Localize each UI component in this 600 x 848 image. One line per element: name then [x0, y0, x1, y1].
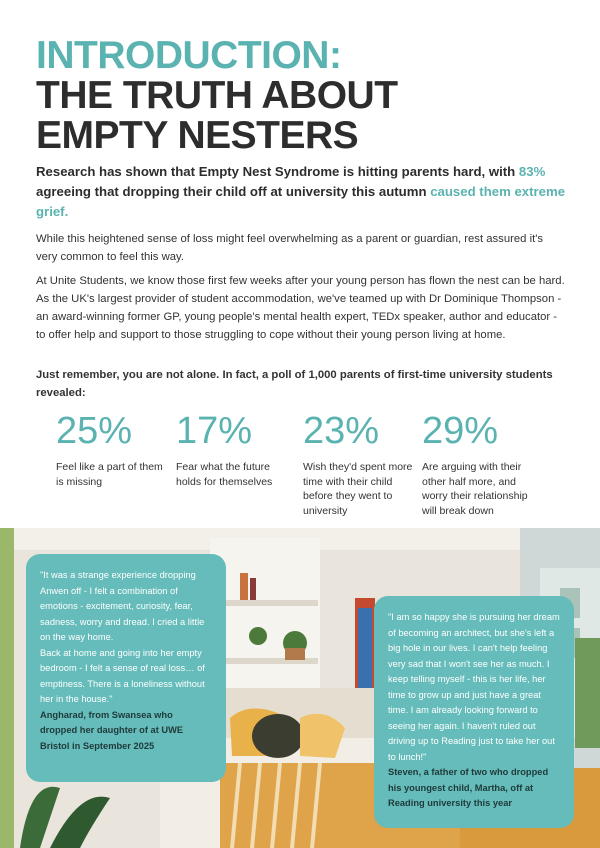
quote-card-steven: [374, 596, 574, 828]
intro-paragraph-2: At Unite Students, we know those first few weeks after your young person has flown the nest can be hard. As the UK's largest provider of student accommodation, we've teamed up with Dr Dominique Thompson - an award-winning former GP, young people's mental health expert, TEDx speaker, author and educator - to offer help and support to those struggling to cope without their young person living at home.: [36, 275, 565, 341]
door-frame: [0, 528, 14, 848]
stat-label: Are arguing with their other half more, and worry their relationship will break down: [422, 461, 528, 517]
stat-item: [56, 410, 171, 489]
cushion-dark: [252, 714, 304, 758]
page-heading: [36, 36, 398, 156]
stat-item: [303, 410, 418, 518]
stats-row: [56, 410, 556, 520]
stat-value: 17%: [176, 410, 253, 452]
shelf: [212, 600, 318, 606]
stat-value: 23%: [303, 410, 380, 452]
book: [240, 573, 248, 600]
stat-label: Fear what the future holds for themselves: [176, 461, 273, 488]
heading-line-2: THE TRUTH ABOUT: [36, 74, 398, 117]
quote-card-angharad: [26, 554, 226, 782]
quote-text: "I am so happy she is pursuing her dream of becoming an architect, but she's left a big hole in our lives. I can't help feeling very sad that I won't see her as much. I keep telling myself - this is her life, her time to grow up and just have a great time. I am already looking forward to seeing her again. I haven't ruled out driving up to Reading just to take her out to lunch!": [388, 612, 560, 762]
lead-highlight-grief: caused them extreme grief.: [36, 184, 566, 219]
intro-paragraph-3: Just remember, you are not alone. In fact, a poll of 1,000 parents of first-time university students revealed:: [36, 369, 553, 399]
tree: [575, 638, 600, 748]
stat-label: Feel like a part of them is missing: [56, 461, 163, 488]
lead-highlight-percent: 83%: [518, 164, 546, 179]
stat-value: 25%: [56, 410, 133, 452]
lead-paragraph: [36, 162, 566, 222]
intro-paragraph-1: While this heightened sense of loss might feel overwhelming as a parent or guardian, rest assured it's very common to feel this way.: [36, 233, 544, 263]
quote-attribution: Steven, a father of two who dropped his youngest child, Martha, off at Reading university this year: [388, 767, 549, 808]
heading-line-1: INTRODUCTION:: [36, 34, 342, 77]
quote-text: "It was a strange experience dropping Anwen off - I felt a combination of emotions - excitement, curiosity, fear, sadness, worry and dread. I cried a little on the way home. Back at home and going into her empty bedroom - I felt a sense of real loss… of emptiness. There is a loneliness without her in the house.": [40, 570, 205, 704]
heading-line-3: EMPTY NESTERS: [36, 114, 359, 157]
book: [250, 578, 256, 600]
plant: [249, 627, 267, 645]
lead-text-1: Research has shown that Empty Nest Syndrome is hitting parents hard, with: [36, 164, 519, 179]
stat-label: Wish they'd spent more time with their child before they went to university: [303, 461, 413, 517]
stat-item: [422, 410, 537, 518]
lead-text-2: agreeing that dropping their child off at university this autumn: [36, 184, 431, 199]
quote-attribution: Angharad, from Swansea who dropped her daughter of at UWE Bristol in September 2025: [40, 709, 184, 751]
stat-value: 29%: [422, 410, 499, 452]
plant-pot: [285, 648, 305, 660]
stat-item: [176, 410, 291, 489]
